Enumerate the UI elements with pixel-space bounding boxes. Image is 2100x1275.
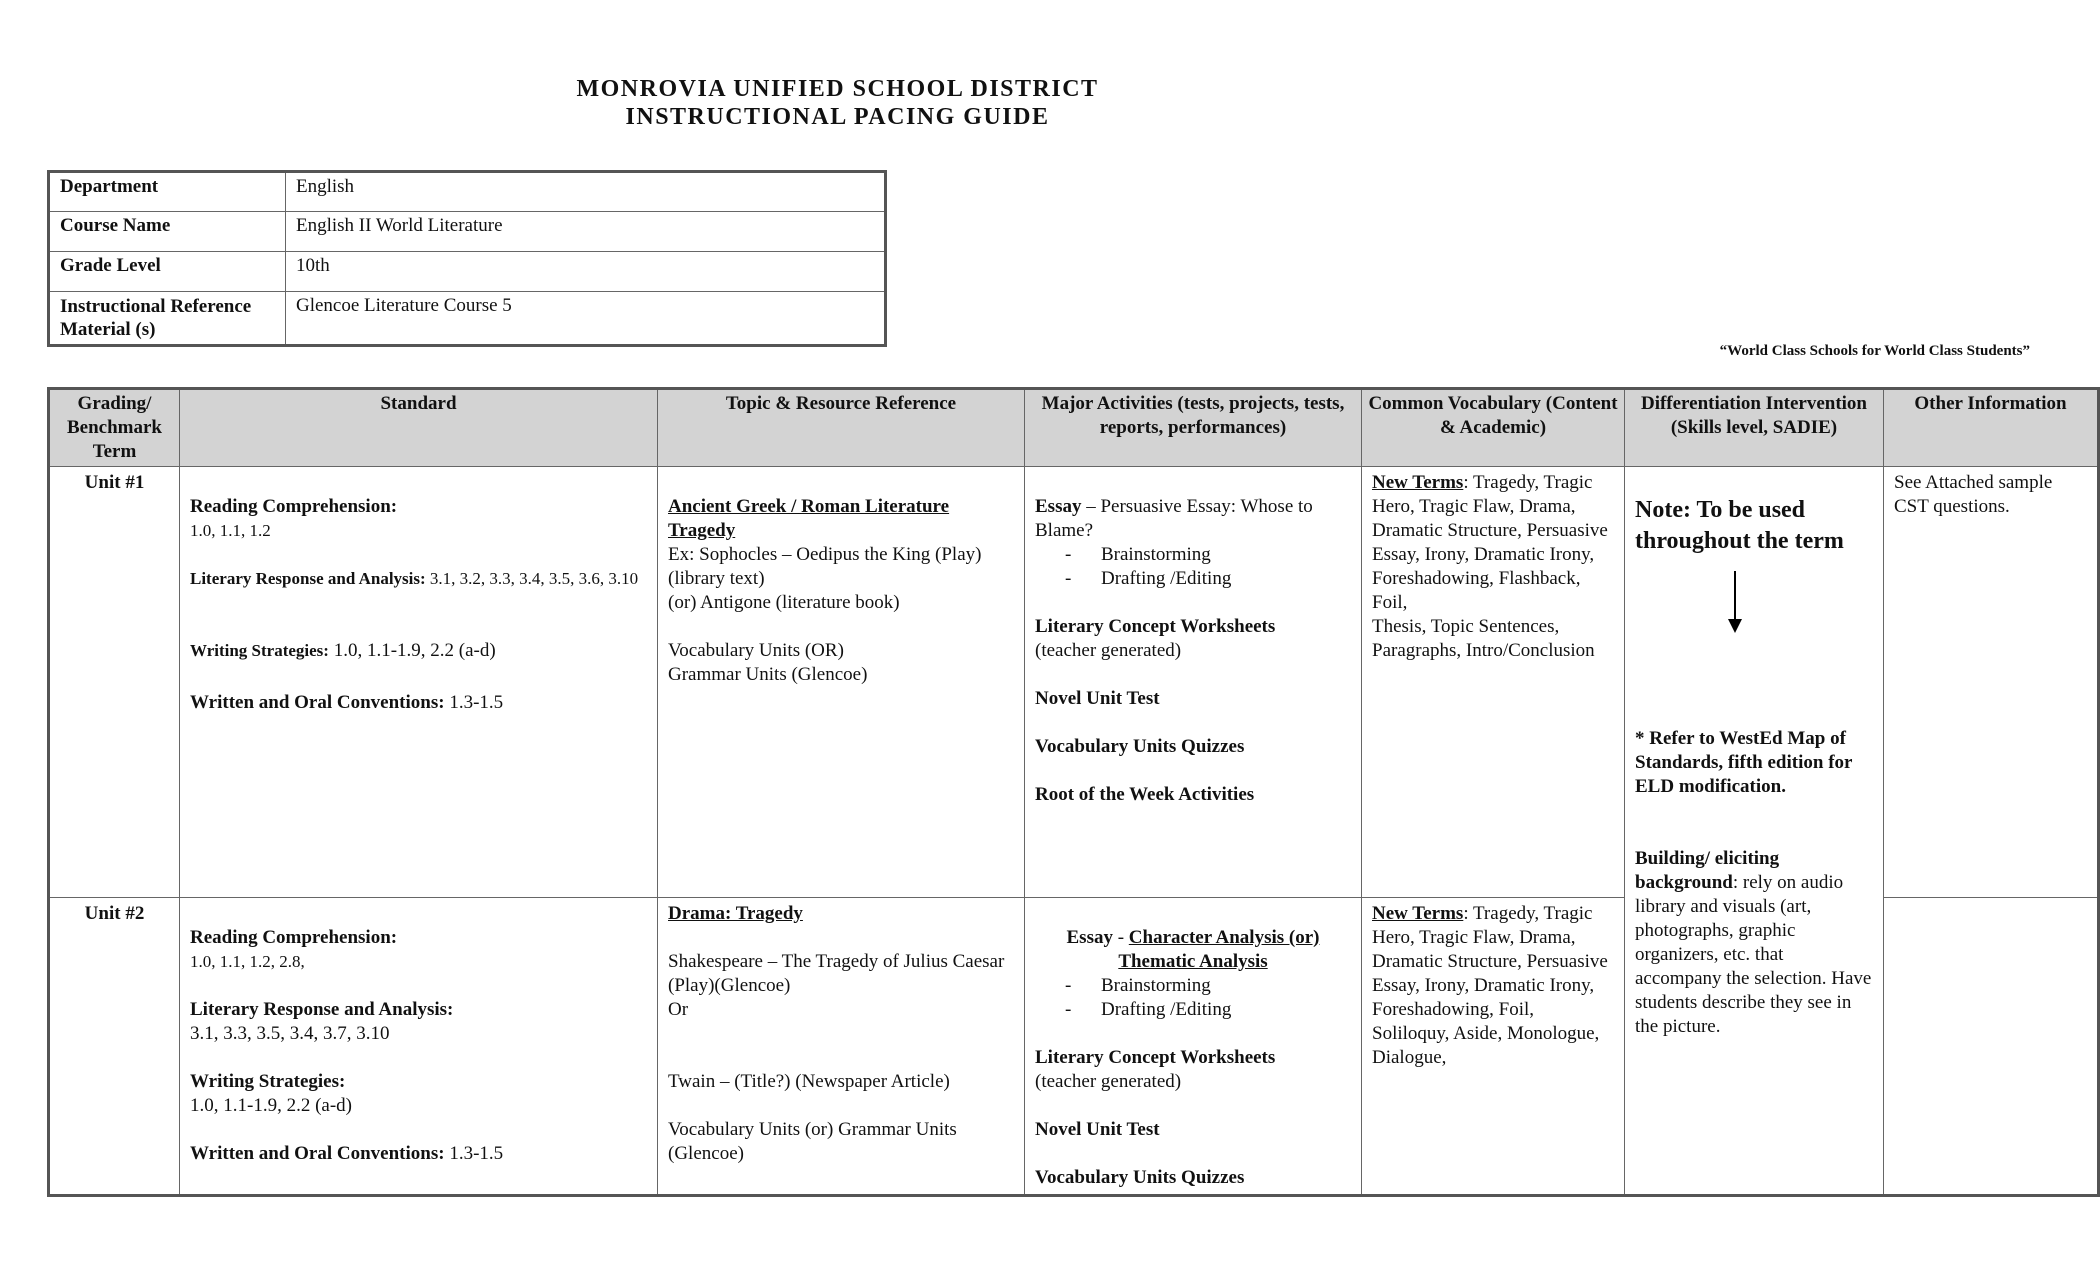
topic-line: Grammar Units (Glencoe) xyxy=(668,664,868,685)
std-rc-label: Reading Comprehension: xyxy=(190,496,398,517)
info-label: Instructional Reference Material (s) xyxy=(49,292,286,346)
topic-heading: Ancient Greek / Roman Literature xyxy=(668,496,950,517)
col-header-vocabulary: Common Vocabulary (Content & Academic) xyxy=(1362,389,1625,467)
down-arrow-icon xyxy=(1725,571,1745,633)
info-label: Course Name xyxy=(49,212,286,252)
page-title: MONROVIA UNIFIED SCHOOL DISTRICT xyxy=(576,76,1099,102)
info-row xyxy=(49,252,886,292)
list-item: - Brainstorming xyxy=(1065,974,1351,998)
new-terms-text: : Tragedy, Tragic Hero, Tragic Flaw, Drama, Dramatic Structure, Persuasive Essay, Irony, Dramatic Irony, Foreshadowing, Foil, Soliloquy, Aside, Monologue, Dialogue, xyxy=(1372,903,1608,1068)
unit-1-standard xyxy=(180,467,658,898)
lcw-note: (teacher generated) xyxy=(1035,1071,1182,1092)
activity-list xyxy=(1035,974,1351,1022)
std-ws-value: 1.0, 1.1-1.9, 2.2 (a-d) xyxy=(328,640,496,661)
activity-list xyxy=(1035,543,1351,591)
lcw-note: (teacher generated) xyxy=(1035,640,1182,661)
essay-label: Essay xyxy=(1066,927,1113,948)
std-woc-value: 1.3-1.5 xyxy=(444,692,504,713)
topic-line: Shakespeare – The Tragedy of Julius Caesar (Play)(Glencoe) xyxy=(668,951,1005,996)
std-ws-label: Writing Strategies: xyxy=(190,641,329,660)
new-terms-label: New Terms xyxy=(1372,903,1464,924)
unit-1-term: Unit #1 xyxy=(49,467,180,898)
std-lra-value: 3.1, 3.2, 3.3, 3.4, 3.5, 3.6, 3.10 xyxy=(425,569,639,588)
std-woc-label: Written and Oral Conventions: xyxy=(190,692,445,713)
diff-building-text: : rely on audio library and visuals (art, photographs, graphic organizers, etc. that accompany the selection. Have students describe they see in the picture. xyxy=(1635,872,1872,1037)
topic-line: Ex: Sophocles – Oedipus the King (Play)(library text) xyxy=(668,544,982,589)
list-item: - Brainstorming xyxy=(1065,543,1351,567)
course-info-table xyxy=(47,170,887,347)
novel-unit-test: Novel Unit Test xyxy=(1035,688,1160,709)
diff-note: Note: To be used throughout the term xyxy=(1635,497,1844,554)
col-header-standard: Standard xyxy=(180,389,658,467)
essay-text: Character Analysis (or) Thematic Analysis xyxy=(1118,927,1320,972)
vocab-quizzes: Vocabulary Units Quizzes xyxy=(1035,736,1245,757)
info-row xyxy=(49,292,886,346)
std-lra-label: Literary Response and Analysis: xyxy=(190,569,426,588)
list-item: - Drafting /Editing xyxy=(1065,567,1351,591)
essay-label: Essay xyxy=(1035,496,1082,517)
topic-heading: Drama: Tragedy xyxy=(668,903,803,924)
topic-subheading: Tragedy xyxy=(668,520,736,541)
std-rc-value: 1.0, 1.1, 1.2, 2.8, xyxy=(190,952,305,971)
unit-2-topic xyxy=(658,898,1025,1196)
new-terms-text: : Tragedy, Tragic Hero, Tragic Flaw, Drama, Dramatic Structure, Persuasive Essay, Irony, Dramatic Irony, Foreshadowing, Flashback, Foil, xyxy=(1372,472,1608,613)
col-header-activities: Major Activities (tests, projects, tests, reports, performances) xyxy=(1025,389,1362,467)
unit-2-vocabulary xyxy=(1362,898,1625,1196)
motto: “World Class Schools for World Class Students” xyxy=(1719,343,2030,359)
essay-text: – Persuasive Essay: Whose to Blame? xyxy=(1035,496,1313,541)
info-value: English xyxy=(286,172,886,212)
lcw-label: Literary Concept Worksheets xyxy=(1035,1047,1276,1068)
unit-2-other xyxy=(1884,898,2099,1196)
list-item: - Drafting /Editing xyxy=(1065,998,1351,1022)
unit-2-term: Unit #2 xyxy=(49,898,180,1196)
unit-1-topic xyxy=(658,467,1025,898)
pacing-table xyxy=(47,387,2100,1197)
unit-2-activities xyxy=(1025,898,1362,1196)
info-label: Grade Level xyxy=(49,252,286,292)
new-terms-text-2: Thesis, Topic Sentences, Paragraphs, Intro/Conclusion xyxy=(1372,616,1595,661)
std-woc-label: Written and Oral Conventions: xyxy=(190,1143,445,1164)
topic-line: Vocabulary Units (OR) xyxy=(668,640,844,661)
info-value: Glencoe Literature Course 5 xyxy=(286,292,886,346)
std-rc-value: 1.0, 1.1, 1.2 xyxy=(190,521,271,540)
std-lra-value: 3.1, 3.3, 3.5, 3.4, 3.7, 3.10 xyxy=(190,1023,390,1044)
essay-sep: - xyxy=(1112,927,1129,948)
page-subtitle: INSTRUCTIONAL PACING GUIDE xyxy=(625,104,1050,130)
std-woc-value: 1.3-1.5 xyxy=(444,1143,504,1164)
unit-1-row xyxy=(49,467,2099,898)
std-lra-label: Literary Response and Analysis: xyxy=(190,999,454,1020)
info-value: English II World Literature xyxy=(286,212,886,252)
col-header-topic: Topic & Resource Reference xyxy=(658,389,1025,467)
differentiation-cell xyxy=(1625,467,1884,1196)
std-ws-label: Writing Strategies: xyxy=(190,1071,346,1092)
diff-building-label: Building/ eliciting background xyxy=(1635,848,1780,893)
unit-1-activities xyxy=(1025,467,1362,898)
topic-line: Vocabulary Units (or) Grammar Units (Glencoe) xyxy=(668,1119,957,1164)
lcw-label: Literary Concept Worksheets xyxy=(1035,616,1276,637)
vocab-quizzes: Vocabulary Units Quizzes xyxy=(1035,1167,1245,1188)
col-header-term: Grading/ Benchmark Term xyxy=(49,389,180,467)
header-row xyxy=(49,389,2099,467)
unit-2-standard xyxy=(180,898,658,1196)
std-ws-value: 1.0, 1.1-1.9, 2.2 (a-d) xyxy=(190,1095,352,1116)
topic-line: Twain – (Title?) (Newspaper Article) xyxy=(668,1071,950,1092)
col-header-other: Other Information xyxy=(1884,389,2099,467)
info-value: 10th xyxy=(286,252,886,292)
std-rc-label: Reading Comprehension: xyxy=(190,927,398,948)
topic-line: Or xyxy=(668,999,689,1020)
new-terms-label: New Terms xyxy=(1372,472,1464,493)
col-header-differentiation: Differentiation Intervention (Skills level, SADIE) xyxy=(1625,389,1884,467)
topic-line: (or) Antigone (literature book) xyxy=(668,592,900,613)
unit-1-vocabulary xyxy=(1362,467,1625,898)
info-row xyxy=(49,172,886,212)
novel-unit-test: Novel Unit Test xyxy=(1035,1119,1160,1140)
info-label: Department xyxy=(49,172,286,212)
root-of-week: Root of the Week Activities xyxy=(1035,784,1255,805)
info-row xyxy=(49,212,886,252)
unit-1-other: See Attached sample CST questions. xyxy=(1884,467,2099,898)
diff-wested: * Refer to WestEd Map of Standards, fifth edition for ELD modification. xyxy=(1635,728,1853,797)
